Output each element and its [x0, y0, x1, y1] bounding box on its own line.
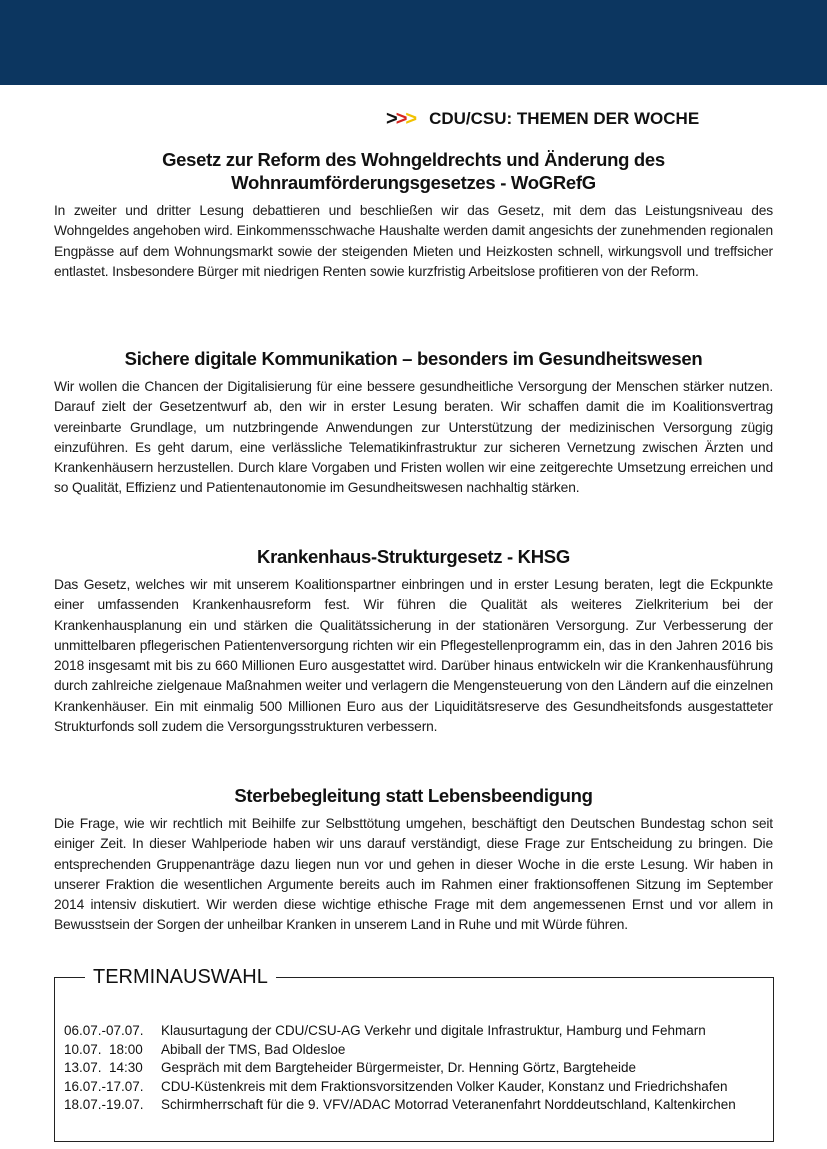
article-title [54, 148, 773, 194]
section-header [386, 106, 699, 132]
termin-text: Klausurtagung der CDU/CSU-AG Verkehr und digitale Infrastruktur, Hamburg und Fehmarn [161, 1023, 706, 1038]
termin-text: Abiball der TMS, Bad Oldesloe [161, 1041, 346, 1057]
termin-date: 13.07. 14:30 [64, 1060, 143, 1076]
termin-item [64, 1059, 765, 1078]
termin-date: 16.07.-17.07. [64, 1078, 144, 1094]
article-sterbebegleitung [54, 784, 773, 936]
termin-text: CDU-Küstenkreis mit dem Fraktionsvorsitzenden Volker Kauder, Konstanz und Friedrichshafen [161, 1078, 728, 1094]
termin-item [64, 1041, 765, 1060]
article-title-line-1: Gesetz zur Reform des Wohngeldrechts und Änderung des [162, 149, 665, 170]
article-body: Die Frage, wie wir rechtlich mit Beihilfe zur Selbsttötung umgehen, beschäftigt den Deutschen Bundestag schon seit einiger Zeit. In dieser Wahlperiode haben wir uns darauf verständigt, diese Frage zur Entscheidung zu bringen. Die entsprechenden Gruppenanträge dazu liegen nun vor und gehen in dieser Woche in die erste Lesung. Wir haben in unserer Fraktion die wesentlichen Argumente bereits auch im Rahmen einer fraktionsoffenen Sitzung im September 2014 intensiv diskutiert. Wir werden diese wichtige ethische Frage mit dem angemessenen Ernst und vor allem in Bewusstsein der Sorgen der unheilbar Kranken in unserem Land in Ruhe und mit Würde führen. [54, 816, 773, 933]
article-title: Krankenhaus-Strukturgesetz - KHSG [257, 546, 570, 567]
article-digitale-kommunikation [54, 347, 773, 499]
arrow-black: > [386, 107, 396, 130]
article-khsg [54, 545, 773, 737]
article-body: Das Gesetz, welches wir mit unserem Koalitionspartner einbringen und in erster Lesung beraten, legt die Eckpunkte einer umfassenden Krankenhausreform fest. Wir führen die Qualität als weiteres Zielkriterium bei der Krankenhausplanung ein und stärken die Qualitätssicherung in der stationären Versorgung. Zur Verbesserung der unmittelbaren pflegerischen Patientenversorgung richten wir ein Pflegestellenprogramm ein, das in den Jahren 2016 bis 2018 insgesamt mit bis zu 660 Millionen Euro ausgestattet wird. Darüber hinaus entwickeln wir die Krankenhausführung durch zahlreiche zielgenaue Maßnahmen weiter und verlagern die Mengensteuerung von den Ländern auf die einzelnen Krankenhäuser. Ein mit einmalig 500 Millionen Euro aus der Liquiditätsreserve des Gesundheitsfonds ausgestatteter Strukturfonds soll zudem die Versorgungsstrukturen verbessern. [54, 577, 773, 735]
termin-date: 10.07. 18:00 [64, 1041, 143, 1057]
article-body: In zweiter und dritter Lesung debattieren und beschließen wir das Gesetz, mit dem das Leistungsniveau des Wohngeldes angehoben wird. Einkommensschwache Haushalte werden damit angesichts der zunehmenden regionalen Engpässe auf dem Wohnungsmarkt sowie der steigenden Mieten und Heizkosten schnell, wirkungsvoll und treffsicher entlastet. Insbesondere Bürger mit niedrigen Renten sowie kurzfristig Arbeitslose profitieren von der Reform. [54, 203, 773, 279]
article-wohngeld [54, 148, 773, 282]
arrows-icon [386, 108, 415, 131]
termin-date: 06.07.-07.07. [64, 1023, 144, 1038]
top-banner [0, 0, 827, 85]
article-title: Sichere digitale Kommunikation – besonders im Gesundheitswesen [124, 348, 703, 369]
termin-item [64, 1022, 765, 1041]
article-title-line-2: Wohnraumförderungsgesetzes - WoGRefG [231, 172, 596, 193]
section-title: CDU/CSU: THEMEN DER WOCHE [429, 109, 700, 128]
article-body: Wir wollen die Chancen der Digitalisierung für eine bessere gesundheitliche Versorgung der Menschen stärker nutzen. Darauf zielt der Gesetzentwurf ab, den wir in erster Lesung beraten. Wir schaffen damit die im Koalitionsvertrag vereinbarte Grundlage, um nutzbringende Anwendungen zur Unterstützung der medizinischen Versorgung zügig einzuführen. Es geht darum, eine verlässliche Telematikinfrastruktur zur sicheren Vernetzung zwischen Ärzten und Krankenhäusern herzustellen. Durch klare Vorgaben und Fristen wollen wir eine zeitgerechte Umsetzung erreichen und so Qualität, Effizienz und Patientenautonomie im Gesundheitswesen nachhaltig stärken. [54, 379, 773, 496]
arrow-gold: > [405, 107, 416, 130]
termin-text: Gespräch mit dem Bargteheider Bürgermeister, Dr. Henning Görtz, Bargteheide [161, 1060, 636, 1076]
termin-date: 18.07.-19.07. [64, 1097, 144, 1113]
termin-item [64, 1078, 765, 1097]
article-title: Sterbebegleitung statt Lebensbeendigung [234, 785, 593, 806]
arrow-red: > [395, 107, 406, 130]
termin-text: Schirmherrschaft für die 9. VFV/ADAC Motorrad Veteranenfahrt Norddeutschland, Kaltenkirchen [161, 1097, 736, 1113]
termin-item [64, 1096, 765, 1115]
termin-box [54, 966, 774, 1142]
termin-title: TERMINAUSWAHL [85, 965, 276, 989]
termin-list [64, 1022, 765, 1115]
